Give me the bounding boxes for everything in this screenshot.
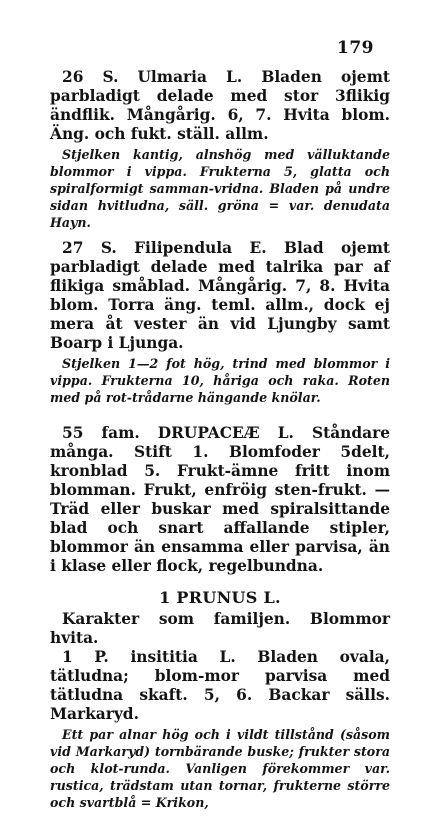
genus-character: Karakter som familjen. Blommor hvita. [50,610,390,647]
note-spiraea-filipendula: Stjelken 1—2 fot hög, trind med blommor i vippa. Frukterna 10, håriga och raka. Roten med på rot-trådarne hängande knölar. [50,356,390,405]
entry-spiraea-ulmaria: 26 S. Ulmaria L. Bladen ojemt parbladigt delade med stor 3flikig ändflik. Mångårig. 6, 7. Hvita blom. Äng. och fukt. ställ. allm. [50,68,390,143]
family-drupaceae: 55 fam. DRUPACEÆ L. Ståndare många. Stift 1. Blomfoder 5delt, kronblad 5. Frukt-ämne fritt inom blomman. Frukt, enfröig sten-frukt. — Träd eller buskar med spiralsittande blad och snart affallande stipler, blommor än ensamma eller parvisa, än i klase eller flock, regelbundna. [50,424,390,575]
page-number: 179 [337,38,374,58]
note-prunus-insititia: Ett par alnar hög och i vildt tillstånd (såsom vid Markaryd) tornbärande buske; frukter stora och klot-runda. Vanligen förekommer var. rustica, trädstam utan tornar, frukterne större och svartblå = Krikon, [50,727,390,810]
entry-spiraea-filipendula: 27 S. Filipendula E. Blad ojemt parbladigt delade med talrika par af flikiga småblad. Mångårig. 7, 8. Hvita blom. Torra äng. teml. allm., dock ej mera åt vester än vid Ljungby samt Boarp i Ljunga. [50,239,390,352]
note-spiraea-ulmaria: Stjelken kantig, alnshög med välluktande blommor i vippa. Frukterna 5, glatta och spiralformigt samman-vridna. Bladen på undre sidan hvitludna, säll. gröna = var. denudata Hayn. [50,147,390,230]
genus-heading-prunus: 1 PRUNUS L. [159,588,281,607]
text-column [50,68,390,819]
entry-prunus-insititia: 1 P. insititia L. Bladen ovala, tätludna; blom-mor parvisa med tätludna skaft. 5, 6. Backar sälls. Markaryd. [50,648,390,723]
